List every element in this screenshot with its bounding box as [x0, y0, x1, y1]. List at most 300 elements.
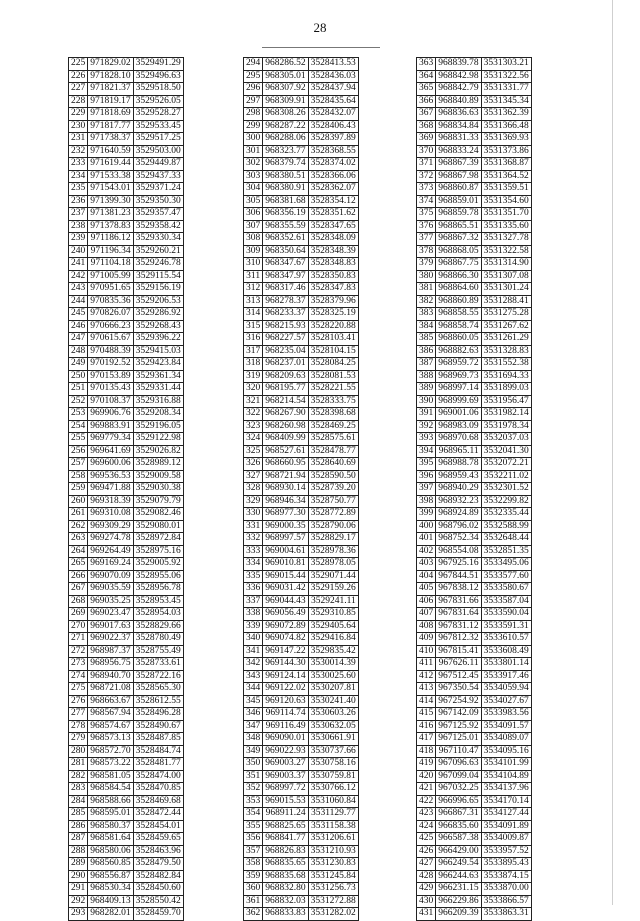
point-number: 294 — [244, 58, 263, 71]
point-number: 431 — [417, 908, 436, 921]
table-row — [244, 483, 359, 496]
x-coordinate: 968841.77 — [263, 833, 308, 846]
y-coordinate: 3531369.93 — [481, 133, 531, 146]
table-row — [244, 670, 359, 683]
table-row — [417, 458, 532, 471]
y-coordinate: 3528333.75 — [308, 395, 358, 408]
x-coordinate: 969114.74 — [263, 708, 308, 721]
x-coordinate: 968956.75 — [88, 658, 133, 671]
table-row — [244, 108, 359, 121]
table-row — [417, 770, 532, 783]
x-coordinate: 968858.74 — [436, 320, 481, 333]
table-row — [244, 158, 359, 171]
y-coordinate: 3530014.39 — [308, 658, 358, 671]
x-coordinate: 968997.57 — [263, 533, 308, 546]
table-row — [417, 233, 532, 246]
x-coordinate: 968924.89 — [436, 508, 481, 521]
point-number: 366 — [417, 95, 436, 108]
x-coordinate: 970835.36 — [88, 295, 133, 308]
y-coordinate: 3533590.04 — [481, 608, 531, 621]
x-coordinate: 969015.44 — [263, 570, 308, 583]
y-coordinate: 3530632.05 — [308, 720, 358, 733]
x-coordinate: 968839.78 — [436, 58, 481, 71]
table-row — [244, 145, 359, 158]
point-number: 424 — [417, 820, 436, 833]
y-coordinate: 3528487.85 — [133, 733, 183, 746]
point-number: 252 — [69, 395, 88, 408]
table-row — [417, 895, 532, 908]
point-number: 318 — [244, 358, 263, 371]
x-coordinate: 968574.67 — [88, 720, 133, 733]
point-number: 375 — [417, 208, 436, 221]
table-row — [69, 495, 184, 508]
x-coordinate: 967110.47 — [436, 745, 481, 758]
x-coordinate: 971399.30 — [88, 195, 133, 208]
x-coordinate: 968987.37 — [88, 645, 133, 658]
y-coordinate: 3531288.41 — [481, 295, 531, 308]
x-coordinate: 968567.94 — [88, 708, 133, 721]
point-number: 287 — [69, 833, 88, 846]
y-coordinate: 3529518.50 — [133, 83, 183, 96]
x-coordinate: 967512.45 — [436, 670, 481, 683]
x-coordinate: 967925.16 — [436, 558, 481, 571]
x-coordinate: 969169.24 — [88, 558, 133, 571]
x-coordinate: 968660.95 — [263, 458, 308, 471]
x-coordinate: 966231.15 — [436, 883, 481, 896]
y-coordinate: 3529206.53 — [133, 295, 183, 308]
table-row — [244, 545, 359, 558]
y-coordinate: 3528081.53 — [308, 370, 358, 383]
table-row — [417, 608, 532, 621]
y-coordinate: 3528432.07 — [308, 108, 358, 121]
y-coordinate: 3529316.88 — [133, 395, 183, 408]
y-coordinate: 3533957.52 — [481, 845, 531, 858]
x-coordinate: 968832.80 — [263, 883, 308, 896]
x-coordinate: 969090.01 — [263, 733, 308, 746]
x-coordinate: 969122.02 — [263, 683, 308, 696]
table-row — [417, 558, 532, 571]
y-coordinate: 3529005.92 — [133, 558, 183, 571]
table-row — [244, 345, 359, 358]
x-coordinate: 969600.06 — [88, 458, 133, 471]
table-row — [69, 83, 184, 96]
x-coordinate: 969035.59 — [88, 583, 133, 596]
y-coordinate: 3528220.88 — [308, 320, 358, 333]
point-number: 309 — [244, 245, 263, 258]
point-number: 325 — [244, 445, 263, 458]
point-number: 391 — [417, 408, 436, 421]
x-coordinate: 971533.38 — [88, 170, 133, 183]
point-number: 390 — [417, 395, 436, 408]
x-coordinate: 971738.37 — [88, 133, 133, 146]
table-row — [244, 233, 359, 246]
x-coordinate: 966429.00 — [436, 845, 481, 858]
y-coordinate: 3532335.44 — [481, 508, 531, 521]
y-coordinate: 3528103.41 — [308, 333, 358, 346]
x-coordinate: 968573.22 — [88, 758, 133, 771]
x-coordinate: 968825.65 — [263, 820, 308, 833]
x-coordinate: 968663.67 — [88, 695, 133, 708]
table-row — [417, 245, 532, 258]
point-number: 245 — [69, 308, 88, 321]
x-coordinate: 968721.94 — [263, 470, 308, 483]
x-coordinate: 967812.32 — [436, 633, 481, 646]
y-coordinate: 3531129.77 — [308, 808, 358, 821]
y-coordinate: 3534170.14 — [481, 795, 531, 808]
table-row — [244, 220, 359, 233]
table-row — [244, 833, 359, 846]
x-coordinate: 969056.49 — [263, 608, 308, 621]
x-coordinate: 968867.75 — [436, 258, 481, 271]
point-number: 426 — [417, 845, 436, 858]
x-coordinate: 966996.65 — [436, 795, 481, 808]
x-coordinate: 969023.47 — [88, 608, 133, 621]
table-row — [244, 620, 359, 633]
x-coordinate: 968288.06 — [263, 133, 308, 146]
y-coordinate: 3528750.77 — [308, 495, 358, 508]
table-row — [244, 358, 359, 371]
table-row — [417, 83, 532, 96]
table-row — [69, 183, 184, 196]
table-row — [69, 120, 184, 133]
x-coordinate: 969001.06 — [436, 408, 481, 421]
table-row — [417, 620, 532, 633]
y-coordinate: 3528351.62 — [308, 208, 358, 221]
table-row — [417, 433, 532, 446]
point-number: 359 — [244, 870, 263, 883]
table-row — [244, 795, 359, 808]
point-number: 383 — [417, 308, 436, 321]
x-coordinate: 969070.09 — [88, 570, 133, 583]
x-coordinate: 969779.34 — [88, 433, 133, 446]
table-row — [244, 708, 359, 721]
x-coordinate: 968970.68 — [436, 433, 481, 446]
y-coordinate: 3528722.16 — [133, 670, 183, 683]
y-coordinate: 3531362.39 — [481, 108, 531, 121]
y-coordinate: 3529071.44 — [308, 570, 358, 583]
point-number: 378 — [417, 245, 436, 258]
x-coordinate: 968260.98 — [263, 420, 308, 433]
table-row — [417, 70, 532, 83]
point-number: 277 — [69, 708, 88, 721]
x-coordinate: 969003.27 — [263, 758, 308, 771]
point-number: 314 — [244, 308, 263, 321]
y-coordinate: 3530766.12 — [308, 783, 358, 796]
point-number: 281 — [69, 758, 88, 771]
x-coordinate: 967838.12 — [436, 583, 481, 596]
y-coordinate: 3533591.31 — [481, 620, 531, 633]
x-coordinate: 968227.57 — [263, 333, 308, 346]
table-row — [244, 808, 359, 821]
point-number: 343 — [244, 670, 263, 683]
y-coordinate: 3532301.52 — [481, 483, 531, 496]
point-number: 244 — [69, 295, 88, 308]
table-row — [244, 95, 359, 108]
point-number: 385 — [417, 333, 436, 346]
x-coordinate: 968977.30 — [263, 508, 308, 521]
x-coordinate: 969641.69 — [88, 445, 133, 458]
y-coordinate: 3531368.87 — [481, 158, 531, 171]
y-coordinate: 3529835.42 — [308, 645, 358, 658]
point-number: 254 — [69, 420, 88, 433]
x-coordinate: 971381.23 — [88, 208, 133, 221]
x-coordinate: 969144.30 — [263, 658, 308, 671]
table-row — [244, 395, 359, 408]
point-number: 225 — [69, 58, 88, 71]
y-coordinate: 3531158.38 — [308, 820, 358, 833]
table-row — [69, 458, 184, 471]
y-coordinate: 3528437.94 — [308, 83, 358, 96]
point-number: 387 — [417, 358, 436, 371]
point-number: 381 — [417, 283, 436, 296]
table-row — [69, 383, 184, 396]
point-number: 248 — [69, 345, 88, 358]
table-row — [417, 545, 532, 558]
y-coordinate: 3531301.24 — [481, 283, 531, 296]
y-coordinate: 3533587.04 — [481, 595, 531, 608]
x-coordinate: 969000.35 — [263, 520, 308, 533]
table-row — [244, 745, 359, 758]
y-coordinate: 3531978.34 — [481, 420, 531, 433]
point-number: 428 — [417, 870, 436, 883]
x-coordinate: 968832.03 — [263, 895, 308, 908]
x-coordinate: 971104.18 — [88, 258, 133, 271]
point-number: 269 — [69, 608, 88, 621]
point-number: 264 — [69, 545, 88, 558]
point-number: 270 — [69, 620, 88, 633]
table-row — [417, 520, 532, 533]
y-coordinate: 3528978.05 — [308, 558, 358, 571]
point-number: 423 — [417, 808, 436, 821]
table-row — [69, 95, 184, 108]
point-number: 384 — [417, 320, 436, 333]
y-coordinate: 3531328.83 — [481, 345, 531, 358]
x-coordinate: 968581.64 — [88, 833, 133, 846]
table-row — [417, 683, 532, 696]
table-row — [69, 745, 184, 758]
point-number: 418 — [417, 745, 436, 758]
x-coordinate: 968859.01 — [436, 195, 481, 208]
point-number: 298 — [244, 108, 263, 121]
x-coordinate: 966209.39 — [436, 908, 481, 921]
y-coordinate: 3533895.43 — [481, 858, 531, 871]
table-row — [244, 845, 359, 858]
table-row — [244, 895, 359, 908]
x-coordinate: 968237.01 — [263, 358, 308, 371]
y-coordinate: 3529496.63 — [133, 70, 183, 83]
table-row — [244, 770, 359, 783]
y-coordinate: 3532648.44 — [481, 533, 531, 546]
x-coordinate: 969015.53 — [263, 795, 308, 808]
table-row — [417, 733, 532, 746]
table-row — [244, 408, 359, 421]
table-row — [69, 58, 184, 71]
x-coordinate: 971005.99 — [88, 270, 133, 283]
point-number: 399 — [417, 508, 436, 521]
x-coordinate: 968860.05 — [436, 333, 481, 346]
y-coordinate: 3529208.34 — [133, 408, 183, 421]
y-coordinate: 3529246.78 — [133, 258, 183, 271]
table-row — [417, 883, 532, 896]
x-coordinate: 966867.31 — [436, 808, 481, 821]
table-row — [69, 370, 184, 383]
point-number: 346 — [244, 708, 263, 721]
x-coordinate: 968999.69 — [436, 395, 481, 408]
x-coordinate: 970153.89 — [88, 370, 133, 383]
y-coordinate: 3528790.06 — [308, 520, 358, 533]
y-coordinate: 3529517.25 — [133, 133, 183, 146]
y-coordinate: 3529437.33 — [133, 170, 183, 183]
coordinate-table-1 — [68, 57, 184, 921]
table-row — [69, 170, 184, 183]
y-coordinate: 3528575.61 — [308, 433, 358, 446]
table-row — [69, 758, 184, 771]
y-coordinate: 3528368.55 — [308, 145, 358, 158]
x-coordinate: 968796.02 — [436, 520, 481, 533]
table-row — [244, 908, 359, 921]
y-coordinate: 3531899.03 — [481, 383, 531, 396]
table-row — [417, 483, 532, 496]
x-coordinate: 968983.09 — [436, 420, 481, 433]
table-row — [417, 658, 532, 671]
y-coordinate: 3529357.47 — [133, 208, 183, 221]
point-number: 249 — [69, 358, 88, 371]
table-row — [69, 558, 184, 571]
table-row — [69, 833, 184, 846]
x-coordinate: 971378.83 — [88, 220, 133, 233]
y-coordinate: 3532299.82 — [481, 495, 531, 508]
x-coordinate: 969264.49 — [88, 545, 133, 558]
x-coordinate: 968554.08 — [436, 545, 481, 558]
y-coordinate: 3529361.34 — [133, 370, 183, 383]
point-number: 291 — [69, 883, 88, 896]
table-row — [244, 258, 359, 271]
table-row — [417, 695, 532, 708]
y-coordinate: 3529491.29 — [133, 58, 183, 71]
x-coordinate: 968834.84 — [436, 120, 481, 133]
point-number: 273 — [69, 658, 88, 671]
table-row — [244, 58, 359, 71]
x-coordinate: 969022.37 — [88, 633, 133, 646]
point-number: 353 — [244, 795, 263, 808]
table-row — [69, 145, 184, 158]
point-number: 276 — [69, 695, 88, 708]
y-coordinate: 3528481.77 — [133, 758, 183, 771]
table-row — [69, 245, 184, 258]
point-number: 425 — [417, 833, 436, 846]
point-number: 395 — [417, 458, 436, 471]
point-number: 243 — [69, 283, 88, 296]
y-coordinate: 3528413.53 — [308, 58, 358, 71]
x-coordinate: 967099.04 — [436, 770, 481, 783]
x-coordinate: 968860.87 — [436, 183, 481, 196]
table-row — [244, 383, 359, 396]
point-number: 402 — [417, 545, 436, 558]
y-coordinate: 3528550.42 — [133, 895, 183, 908]
point-number: 275 — [69, 683, 88, 696]
x-coordinate: 968584.54 — [88, 783, 133, 796]
x-coordinate: 968865.51 — [436, 220, 481, 233]
table-row — [244, 308, 359, 321]
point-number: 304 — [244, 183, 263, 196]
point-number: 242 — [69, 270, 88, 283]
point-number: 416 — [417, 720, 436, 733]
x-coordinate: 967032.25 — [436, 783, 481, 796]
y-coordinate: 3528347.65 — [308, 220, 358, 233]
point-number: 319 — [244, 370, 263, 383]
table-row — [69, 858, 184, 871]
point-number: 289 — [69, 858, 88, 871]
y-coordinate: 3528374.02 — [308, 158, 358, 171]
table-row — [417, 508, 532, 521]
point-number: 227 — [69, 83, 88, 96]
y-coordinate: 3528739.20 — [308, 483, 358, 496]
table-row — [417, 220, 532, 233]
y-coordinate: 3529026.82 — [133, 445, 183, 458]
x-coordinate: 968317.46 — [263, 283, 308, 296]
point-number: 259 — [69, 483, 88, 496]
table-row — [69, 808, 184, 821]
table-row — [244, 70, 359, 83]
point-number: 299 — [244, 120, 263, 133]
table-row — [69, 420, 184, 433]
x-coordinate: 968381.68 — [263, 195, 308, 208]
x-coordinate: 970666.23 — [88, 320, 133, 333]
x-coordinate: 968530.34 — [88, 883, 133, 896]
y-coordinate: 3531335.60 — [481, 220, 531, 233]
table-row — [417, 170, 532, 183]
x-coordinate: 968573.13 — [88, 733, 133, 746]
table-row — [417, 133, 532, 146]
y-coordinate: 3530025.60 — [308, 670, 358, 683]
point-number: 407 — [417, 608, 436, 621]
page-edge-line — [612, 0, 613, 905]
table-row — [69, 633, 184, 646]
y-coordinate: 3528956.78 — [133, 583, 183, 596]
point-number: 419 — [417, 758, 436, 771]
y-coordinate: 3531359.51 — [481, 183, 531, 196]
y-coordinate: 3531322.56 — [481, 70, 531, 83]
table-row — [417, 345, 532, 358]
table-row — [417, 145, 532, 158]
point-number: 367 — [417, 108, 436, 121]
point-number: 246 — [69, 320, 88, 333]
y-coordinate: 3528496.28 — [133, 708, 183, 721]
y-coordinate: 3529159.26 — [308, 583, 358, 596]
table-row — [244, 558, 359, 571]
y-coordinate: 3528436.03 — [308, 70, 358, 83]
y-coordinate: 3531230.83 — [308, 858, 358, 871]
y-coordinate: 3528459.65 — [133, 833, 183, 846]
point-number: 347 — [244, 720, 263, 733]
y-coordinate: 3529082.46 — [133, 508, 183, 521]
y-coordinate: 3531327.78 — [481, 233, 531, 246]
point-number: 336 — [244, 583, 263, 596]
point-number: 420 — [417, 770, 436, 783]
y-coordinate: 3529080.01 — [133, 520, 183, 533]
point-number: 379 — [417, 258, 436, 271]
y-coordinate: 3531345.34 — [481, 95, 531, 108]
y-coordinate: 3528348.39 — [308, 245, 358, 258]
table-row — [69, 908, 184, 921]
x-coordinate: 971817.77 — [88, 120, 133, 133]
point-number: 260 — [69, 495, 88, 508]
x-coordinate: 967815.41 — [436, 645, 481, 658]
point-number: 401 — [417, 533, 436, 546]
table-row — [417, 108, 532, 121]
x-coordinate: 970826.07 — [88, 308, 133, 321]
x-coordinate: 968940.70 — [88, 670, 133, 683]
